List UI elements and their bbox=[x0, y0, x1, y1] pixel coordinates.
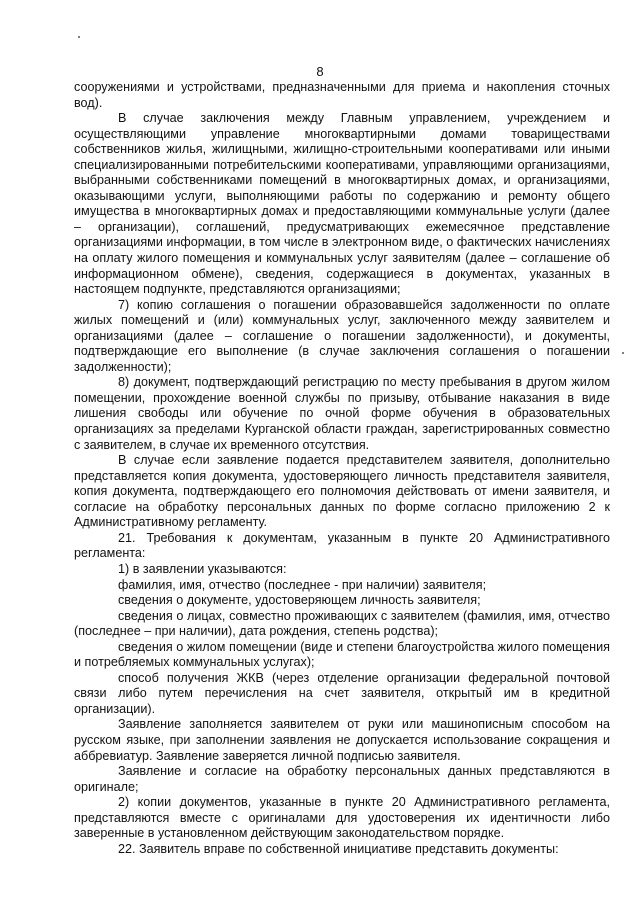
page-number: 8 bbox=[316, 64, 324, 79]
paragraph: В случае заключения между Главным управлением, учреждением и осуществляющими управление многоквартирными домами товариществами собственников жилья, жилищными, жилищно-строительными кооперативами или иными специализированными потребительскими кооперативами, управляющими организациями, выбранными собственниками помещений в многоквартирных домах, и организациями, оказывающими услуги, выполняющими работы по содержанию и ремонту общего имущества в многоквартирных домах и предоставляющими коммунальные услуги (далее – организации), соглашений, предусматривающих ежемесячное представление организациями информации, в том числе в электронном виде, о фактических начислениях на оплату жилого помещения и коммунальных услуг заявителям (далее – соглашение об информационном обмене), сведения, содержащиеся в документах, указанных в настоящем подпункте, представляются организациями; bbox=[74, 111, 610, 297]
paragraph: 1) в заявлении указываются: bbox=[118, 561, 287, 576]
paragraph: В случае если заявление подается представителем заявителя, дополнительно представляется копия документа, удостоверяющего личность представителя заявителя, копия документа, подтверждающего его полномочия действовать от имени заявителя, и согласие на обработку персональных данных по форме согласно приложению 2 к Административному регламенту. bbox=[74, 453, 610, 530]
paragraph: 22. Заявитель вправе по собственной инициативе представить документы: bbox=[118, 841, 559, 856]
paragraph: Заявление и согласие на обработку персональных данных представляются в оригинале; bbox=[74, 764, 610, 794]
scan-speck bbox=[622, 352, 624, 354]
paragraph: 2) копии документов, указанные в пункте 20 Административного регламента, представляются вместе с оригиналами для удостоверения их идентичности либо заверенные в установленном действующим законодательством порядке. bbox=[74, 795, 610, 841]
paragraph: сведения о документе, удостоверяющем личность заявителя; bbox=[118, 593, 481, 608]
document-body bbox=[74, 80, 610, 857]
paragraph: способ получения ЖКВ (через отделение организации федеральной почтовой связи либо путем перечисления на счет заявителя, открытый им в кредитной организации). bbox=[74, 670, 610, 716]
paragraph: Заявление заполняется заявителем от руки или машинописным способом на русском языке, при заполнении заявления не допускается использование сокращения и аббревиатур. Заявление заверяется личной подписью заявителя. bbox=[74, 717, 610, 763]
paragraph: сооружениями и устройствами, предназначенными для приема и накопления сточных вод). bbox=[74, 80, 610, 110]
paragraph: сведения о лицах, совместно проживающих с заявителем (фамилия, имя, отчество (последнее – при наличии), дата рождения, степень родства); bbox=[74, 608, 610, 639]
paragraph: фамилия, имя, отчество (последнее - при наличии) заявителя; bbox=[118, 577, 487, 592]
paragraph: сведения о жилом помещении (виде и степени благоустройства жилого помещения и потребляемых коммунальных услугах); bbox=[74, 639, 610, 670]
paragraph: 7) копию соглашения о погашении образовавшейся задолженности по оплате жилых помещений и (или) коммунальных услуг, заключенного между заявителем и организациями (далее – соглашение о погашении задолженности), и документы, подтверждающие его выполнение (в случае заключения соглашения о погашении задолженности); bbox=[74, 297, 610, 374]
paragraph: 21. Требования к документам, указанным в пункте 20 Административного регламента: bbox=[74, 530, 610, 561]
paragraph: 8) документ, подтверждающий регистрацию по месту пребывания в другом жилом помещении, прохождение военной службы по призыву, отбывание наказания в виде лишения свободы или обучение по очной форме обучения в образовательных организациях за пределами Курганской области граждан, зарегистрированных совместно с заявителем, в случае их временного отсутствия. bbox=[74, 375, 610, 452]
scan-speck bbox=[78, 36, 80, 38]
